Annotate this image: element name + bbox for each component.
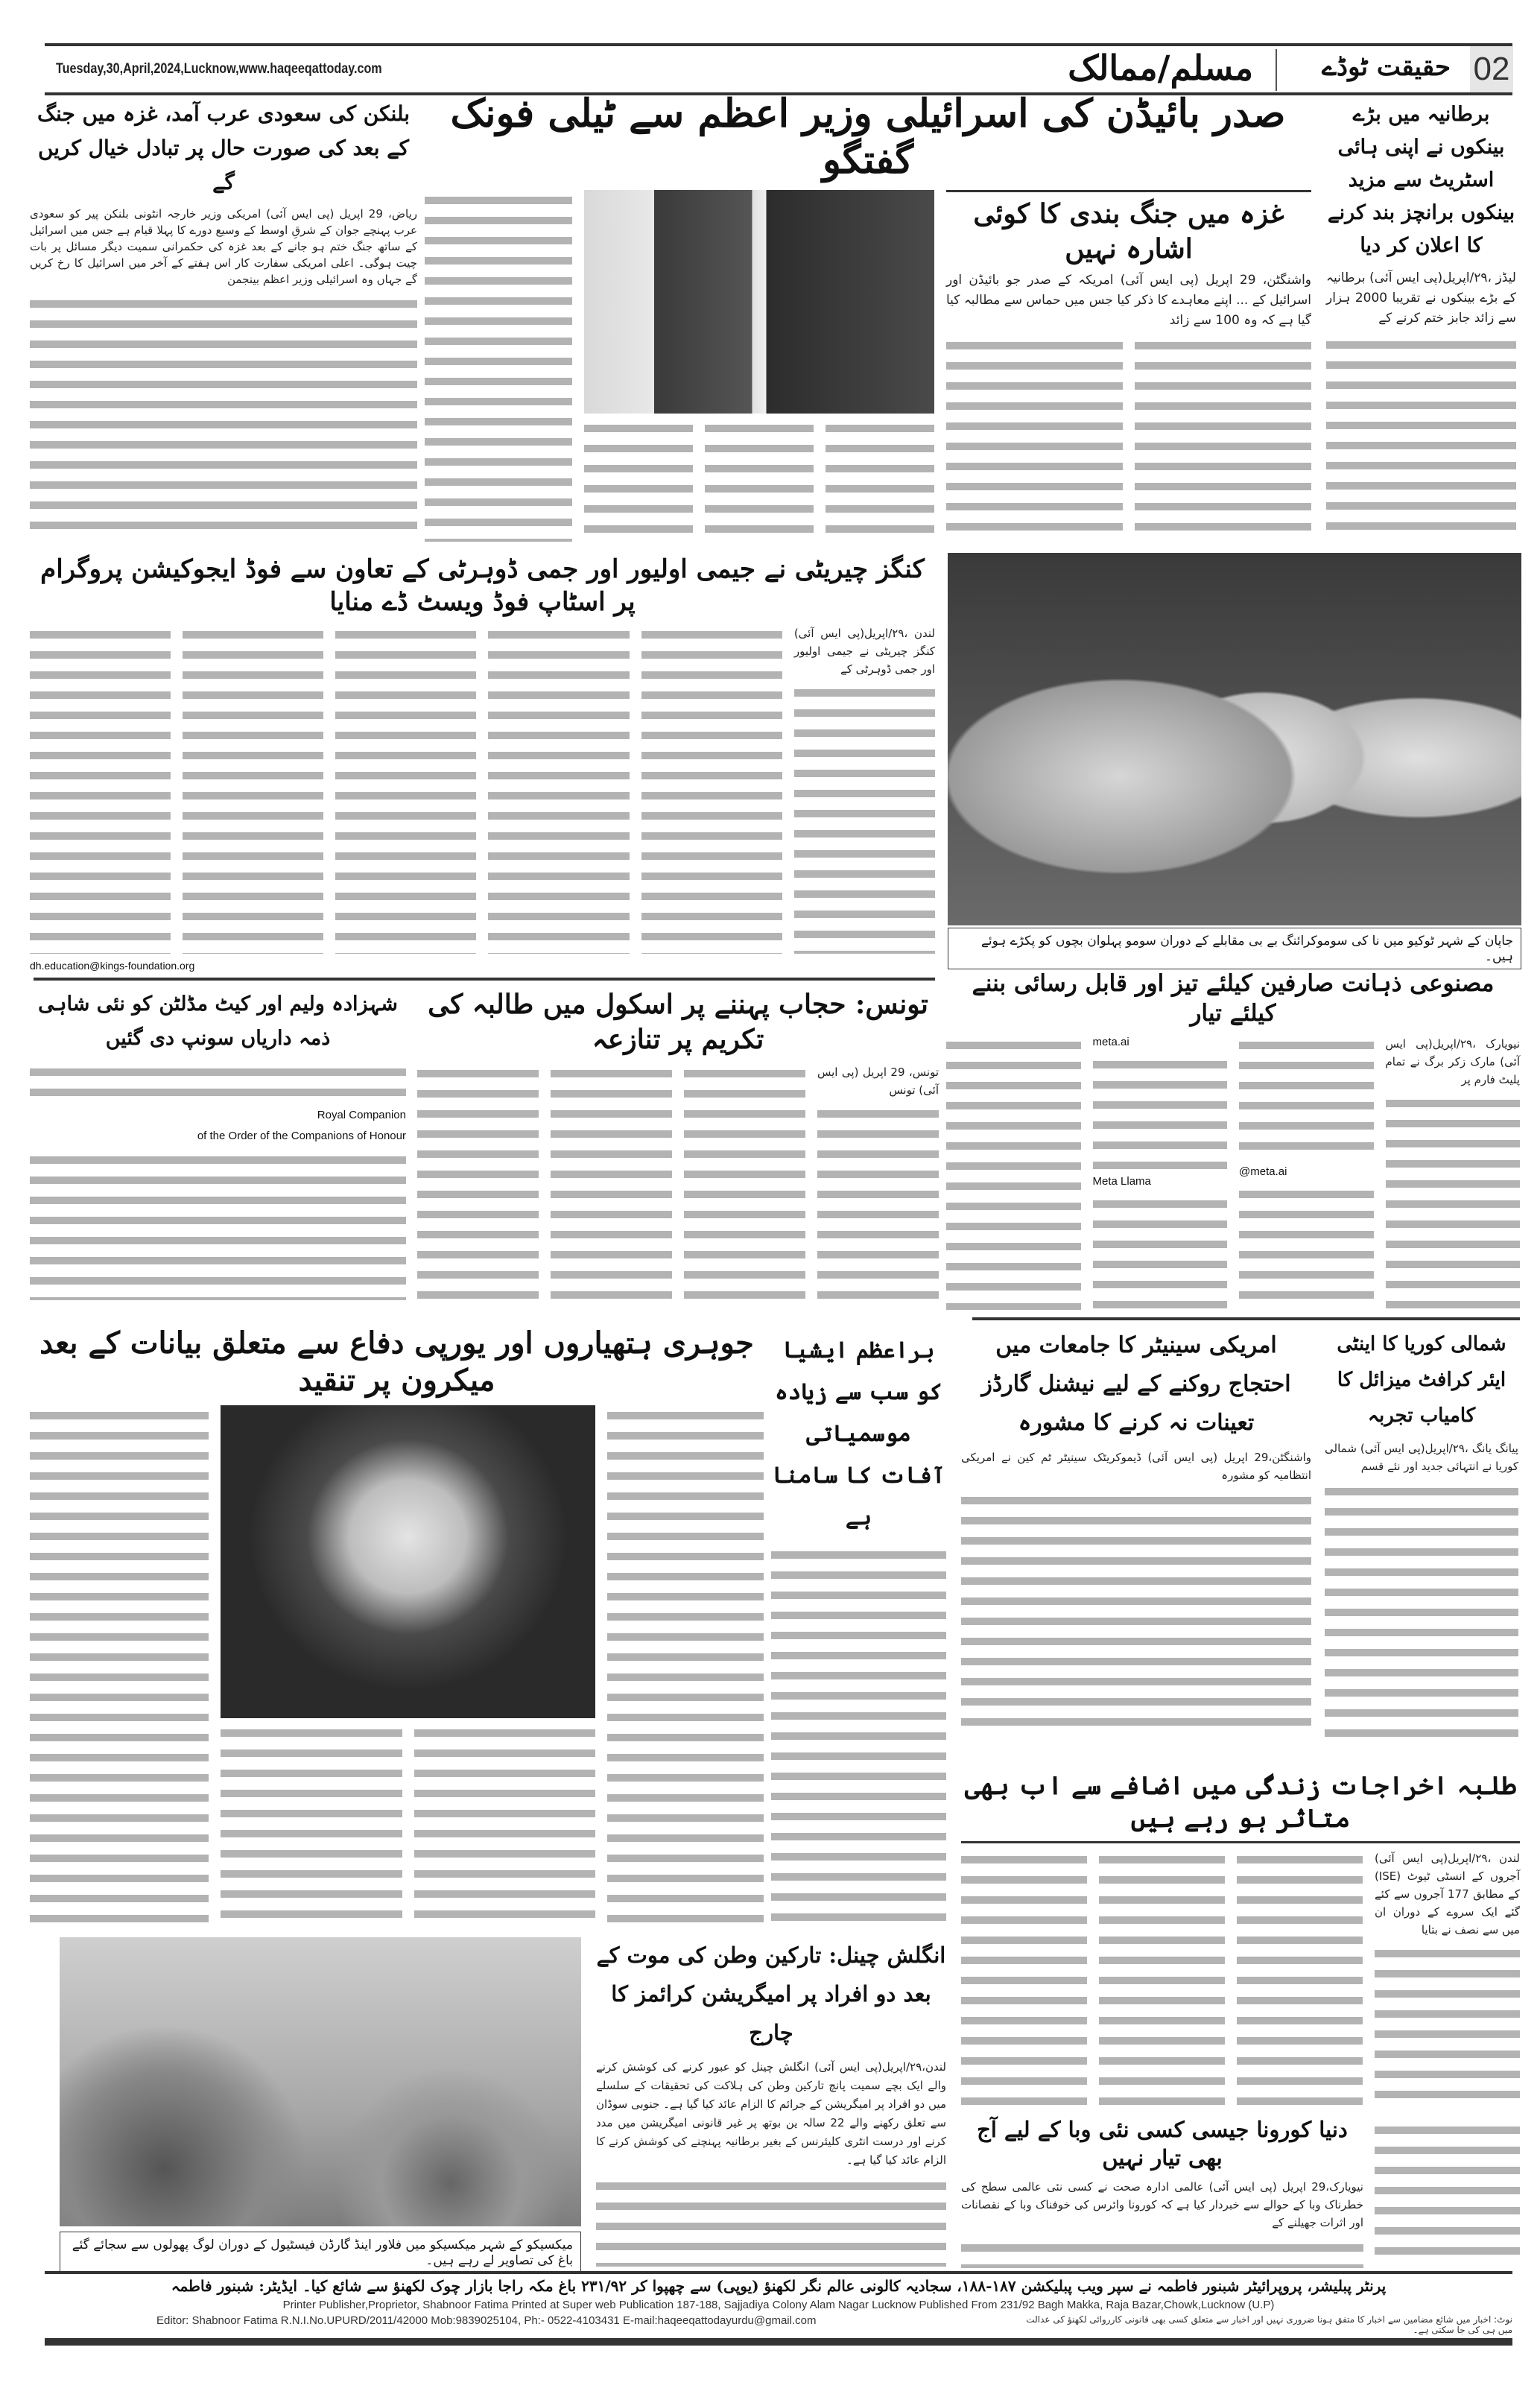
page-number: 02 [1470, 46, 1513, 92]
main-headline: صدر بائیڈن کی اسرائیلی وزیر اعظم سے ٹیلی فونک گفتگو [450, 91, 1286, 183]
body-text [30, 1062, 406, 1102]
body-text [417, 1063, 539, 1300]
headline: تونس: حجاب پہننے پر اسکول میں طالبہ کی تکریم پر تنازعہ [428, 989, 928, 1055]
body-text [1375, 1943, 1520, 2111]
term: of the Order of the Companions of Honour [197, 1130, 406, 1142]
footer-bottom-rule [45, 2338, 1512, 2346]
body-text [826, 418, 934, 542]
story-us-campus [961, 1326, 1311, 1738]
photo-caption: میکسیکو کے شہر میکسیکو میں فلاور اینڈ گارڈن فیسٹیول کے دوران لوگ پھولوں سے سجائے گئے باغ کی تصاویر لے رہے ہیں۔ [60, 2232, 581, 2273]
masthead-divider [1276, 49, 1277, 91]
body-text [551, 1063, 672, 1300]
body-text [1386, 1093, 1521, 1310]
body-text [771, 1545, 946, 1926]
body-text [335, 624, 476, 954]
body-text [1239, 1184, 1374, 1310]
body-text [705, 418, 814, 542]
body-text [183, 624, 323, 954]
story-blinken [30, 97, 417, 540]
divider [34, 978, 935, 981]
body-text [961, 2238, 1363, 2268]
story-gaza [946, 190, 1311, 542]
term: meta.ai [1092, 1035, 1129, 1048]
editor-line: Editor: Shabnoor Fatima R.N.I.No.UPURD/2011/42000 Mob:9839025104, Ph:- 0522-4103431 E-mail:haqeeqattodayurdu@gmail.com [156, 2314, 817, 2327]
lede-column [1386, 1035, 1521, 1310]
english-imprint: Printer Publisher,Proprietor, Shabnoor Fatima Printed at Super web Publication 187-188, Sajjadiya Colony Alam Nagar Lucknow Published From 231/92 Bagh Makka, Raja Bazar,Chowk,Lucknow (U.P) [282, 2299, 1275, 2311]
body-text [946, 335, 1123, 542]
body-text [1093, 1194, 1228, 1310]
body-text [1239, 1035, 1374, 1161]
headline: بلنکن کی سعودی عرب آمد، غزہ میں جنگ کے بعد کی صورت حال پر تبادل خیال کریں گے [37, 101, 411, 194]
story-corona [961, 2116, 1363, 2268]
lede: نیویارک ،۲۹/اپریل(پی ایس آئی) مارک زکر برگ نے تمام پلیٹ فارم پر [1385, 1036, 1520, 1086]
story-ai [946, 969, 1520, 1310]
body-text [961, 1849, 1087, 2111]
body-column [1093, 1035, 1228, 1310]
body-column [1239, 1035, 1374, 1310]
body-text [641, 624, 782, 954]
divider [961, 1841, 1520, 1843]
lede: لندن ،۲۹/اپریل(پی ایس آئی) کنگز چیریٹی نے جیمی اولیور اور جمی ڈوہرٹی کے [793, 627, 935, 677]
macron-body [30, 1405, 764, 1928]
photo-column [584, 190, 934, 542]
headline: جوہری ہتھیاروں اور یورپی دفاع سے متعلق بیانات کے بعد میکرون پر تنقید [39, 1326, 754, 1398]
headline: انگلش چینل: تارکین وطن کی موت کے بعد دو افراد پر امیگریشن کرائمز کا چارج [596, 1942, 946, 2045]
lede: تونس، 29 اپریل (پی ایس آئی) تونس [817, 1065, 939, 1097]
headline: کنگز چیریٹی نے جیمی اولیور اور جمی ڈوہرٹی کے تعاون سے فوڈ ایجوکیشن پروگرام پر اسٹاپ فوڈ ویسٹ ڈے منایا [40, 554, 925, 618]
story-macron [30, 1325, 764, 1928]
body-columns [30, 624, 935, 954]
top-rule [45, 43, 1512, 46]
body-text [425, 190, 572, 542]
body-text [961, 1490, 1311, 1738]
lede-column [794, 624, 935, 954]
body-text [1375, 2120, 1520, 2265]
body-text [488, 624, 629, 954]
lede-column [1375, 1849, 1520, 2111]
disclaimer: نوٹ: اخبار میں شائع مضامین سے اخبار کا متفق ہونا ضروری نہیں اور اخبار سے متعلق کسی بھی قانونی کارروائی لکھنؤ کی عدالت میں ہی کی جا سکتی ہے۔ [1026, 2314, 1512, 2335]
body-text [946, 1035, 1081, 1310]
sumo-photo [948, 553, 1521, 925]
footer [45, 2276, 1512, 2346]
headline: برطانیہ میں بڑے بینکوں نے اپنی ہائی اسٹریٹ سے مزید بینکوں برانچز بند کرنے کا اعلان کر دیا [1327, 103, 1515, 257]
photo-column [221, 1405, 595, 1928]
body-text [1326, 335, 1516, 538]
lede: نیویارک،29 اپریل (پی ایس آئی) عالمی ادارہ صحت نے کسی نئی عالمی سطح کی خطرناک وبا کے حوالے سے خبردار کیا ہے کہ کورونا وائرس کی خوفناک وبا کے نقصانات اور اثرات جھیلنے کے [961, 2180, 1363, 2230]
headline: براعظم ایشیا کو سب سے زیادہ موسمیاتی آفات کا سامنا ہے [772, 1337, 945, 1530]
body-text [817, 1103, 939, 1300]
footer-top-rule [45, 2271, 1512, 2274]
headline: غزہ میں جنگ بندی کا کوئی اشارہ نہیں [973, 197, 1284, 265]
story-tunisia [417, 987, 939, 1300]
lede: ریاض، 29 اپریل (پی ایس آئی) امریکی وزیر خارجہ انٹونی بلنکن پیر کو سعودی عرب پہنچے جوان کے شرقِ اوسط کے وسیع دورے کا پہلا قیام ہے جس میں اسرائیل کے ساتھ جنگ ختم ہو جانے کے بعد غزہ کی حکمرانی سمیت دیگر مسائل پر بات چیت ہوگی۔ اعلی امریکی سفارت کار اس ہفتے کے آخر میں اسرائیل کا رخ کریں گے جہاں وہ اسرائیلی وزیر اعظم بینجمن [30, 207, 417, 286]
story-britain-banks [1326, 98, 1516, 538]
body-columns [946, 1035, 1520, 1310]
story-english-channel [596, 1936, 946, 2267]
body-text [794, 683, 935, 954]
story-biden-call [425, 91, 1311, 542]
story-students [961, 1770, 1520, 2111]
divider [946, 190, 1311, 192]
macron-photo [221, 1405, 595, 1718]
headline: امریکی سینیٹر کا جامعات میں احتجاج روکنے کے لیے نیشنل گارڈز تعینات نہ کرنے کا مشورہ [981, 1332, 1291, 1436]
lede: واشنگٹن،29 اپریل (پی ایس آئی) ڈیموکریٹک سینیٹر ٹم کین نے امریکی انتظامیہ کو مشورہ [961, 1451, 1311, 1482]
body-text [1237, 1849, 1363, 2111]
urdu-imprint: پرنٹر پبلیشر، پروپرائیٹر شبنور فاطمہ نے سپر ویب پبلیکشن ۱۸۷-۱۸۸، سجادیہ کالونی عالم نگر لکھنؤ (یوپی) سے چھپوا کر ۲۳۱/۹۲ باغ مکہ راجا بازار چوک لکھنؤ سے شائع کیا۔ ایڈیٹر: شبنور فاطمہ [171, 2277, 1387, 2295]
body-text [30, 294, 417, 540]
lede: لندن ،۲۹/اپریل(پی ایس آئی) آجروں کے انسٹی ٹیوٹ (ISE) کے مطابق 177 آجروں سے کئے گئے ایک سروے کے دوران ان میں سے نصف نے بتایا [1375, 1852, 1520, 1937]
body-text [414, 1723, 596, 1928]
story-north-korea [1325, 1326, 1518, 1738]
headline: دنیا کورونا جیسی کسی نئی وبا کے لیے آج بھی تیار نہیں [977, 2117, 1348, 2170]
body-columns [221, 1723, 595, 1928]
body-columns [946, 335, 1311, 542]
lede: واشنگٹن، 29 اپریل (پی ایس آئی) امریکہ کے صدر جو بائیڈن اور اسرائیل کے ... اپنے معاہدے کا ذکر کیا جس میں حماس سے مطالبہ کیا گیا ہے کہ وہ 100 سے زائد [946, 273, 1312, 329]
photo-caption: جاپان کے شہر ٹوکیو میں نا کی سوموکرائنگ بے بی مقابلے کے دوران سومو پہلوان بچوں کو پکڑے ہوئے ہیں۔ [948, 928, 1521, 969]
section-title: مسلم/ممالک [1068, 48, 1253, 88]
body-text [1099, 1849, 1225, 2111]
main-row [425, 190, 1311, 542]
body-text [584, 418, 693, 542]
dateline: Tuesday,30,April,2024,Lucknow,www.haqeeqattoday.com [56, 61, 382, 77]
contact-email: dh.education@kings-foundation.org [30, 960, 195, 972]
term: @meta.ai [1239, 1165, 1287, 1179]
body-text [30, 1150, 406, 1300]
body-columns [961, 1849, 1520, 2111]
story-asia-heat [771, 1330, 946, 1926]
story-kings-charity [30, 553, 935, 972]
body-columns [584, 418, 934, 542]
flower-festival-photo [60, 1937, 581, 2226]
headline: مصنوعی ذہانت صارفین کیلئے تیز اور قابل رسائی بننے کیلئے تیار [972, 970, 1495, 1027]
body-text [596, 2176, 946, 2267]
biden-netanyahu-photo [584, 190, 934, 414]
lede: لیڈز ،۲۹/اپریل(پی ایس آئی) برطانیہ کے بڑے بینکوں نے تقریبا 2000 ہزار سے زائد جابز ختم کرنے کے [1326, 270, 1516, 326]
lede-column [817, 1063, 939, 1300]
divider [972, 1317, 1520, 1320]
body-columns [417, 1063, 939, 1300]
headline: شہزادہ ولیم اور کیٹ مڈلٹن کو نئی شاہی ذمہ داریاں سونپ دی گئیں [38, 992, 398, 1050]
body-text [1093, 1054, 1228, 1171]
body-text [684, 1063, 805, 1300]
story-prince-william [30, 987, 406, 1300]
body-text [1135, 335, 1311, 542]
headline: طلبہ اخراجات زندگی میں اضافے سے اب بھی متاثر ہو رہے ہیں [964, 1771, 1517, 1834]
footer-meta-row [45, 2314, 1512, 2335]
term: Royal Companion [317, 1109, 406, 1121]
lede: لندن،۲۹/اپریل(پی ایس آئی) انگلش چینل کو عبور کرنے کی کوشش کرنے والے ایک بچے سمیت پانچ تارکین وطن کی ہلاکت کی تحقیقات کے سلسلے میں دو افراد پر امیگریشن کے جرائم کا الزام عائد کیا گیا ہے۔ جنوبی سوڈان سے تعلق رکھنے والے 22 سالہ ین بوتھ پر غیر قانونی امیگریشن میں مدد کرنے اور درست انٹری کلیئرنس کے بغیر برطانیہ پہنچنے کی کوشش کرنے کا الزام عائد کیا گیا ہے۔ [596, 2060, 946, 2167]
body-text [607, 1405, 764, 1928]
headline: شمالی کوریا کا اینٹی ایئر کرافٹ میزائل کا کامیاب تجربہ [1337, 1333, 1506, 1427]
term: Meta Llama [1092, 1175, 1151, 1188]
body-text [30, 1405, 209, 1928]
body-text [30, 624, 171, 954]
lede: پیانگ یانگ ،۲۹/اپریل(پی ایس آئی) شمالی کوریا نے انتہائی جدید اور نئے قسم [1325, 1442, 1518, 1473]
logo: حقیقت ٹوڈے [1322, 52, 1451, 82]
body-text [221, 1723, 402, 1928]
body-text [1325, 1481, 1518, 1738]
